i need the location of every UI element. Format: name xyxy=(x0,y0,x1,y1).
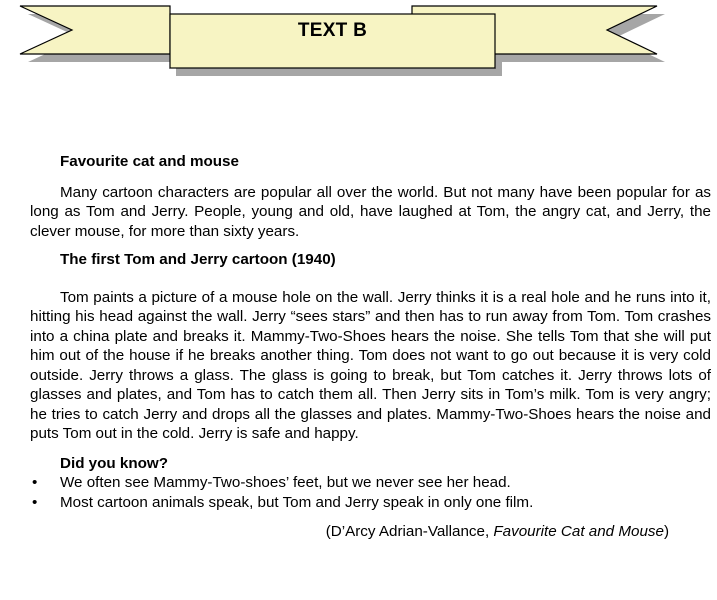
bullet-icon: • xyxy=(32,474,38,491)
list-item xyxy=(30,493,711,513)
facts-list xyxy=(30,473,711,512)
fact-text: Most cartoon animals speak, but Tom and Jerry speak in only one film. xyxy=(60,493,534,511)
heading-first-cartoon: The first Tom and Jerry cartoon (1940) xyxy=(60,251,336,268)
source-title: Favourite Cat and Mouse xyxy=(493,523,664,540)
list-item xyxy=(30,473,711,493)
article-body xyxy=(30,152,711,557)
source-citation xyxy=(30,522,711,542)
paragraph-story: Tom paints a picture of a mouse hole on the wall. Jerry thinks it is a real hole and he runs into it, hitting his head against the wall. Jerry “sees stars” and then has to run away from Tom. Tom crashes into a china plate and breaks it. Mammy-Two-Shoes hears the noise. She tells Tom that she will put him out of the house if he breaks another thing. Tom does not want to go out because it is very cold outside. Jerry throws a glass. The glass is going to break, but Tom catches it. Jerry throws lots of glasses and plates, and Tom has to catch them all. Then Jerry sits in Tom’s milk. Tom is very angry; he tries to catch Jerry and drops all the glasses and plates. Mammy-Two-Shoes hears the noise and puts Tom out in the cold. Jerry is safe and happy. xyxy=(30,288,711,442)
fact-text: We often see Mammy-Two-shoes’ feet, but we never see her head. xyxy=(60,474,511,491)
bullet-icon: • xyxy=(32,493,38,511)
banner-left-tail xyxy=(20,6,170,54)
banner-title: TEXT B xyxy=(297,20,368,41)
source-prefix: (D’Arcy Adrian-Vallance, xyxy=(325,523,494,540)
paragraph-intro: Many cartoon characters are popular all over the world. But not many have been popular for as long as Tom and Jerry. People, young and old, have laughed at Tom, the angry cat, and Jerry, the clever mouse, for more than sixty years. xyxy=(30,183,711,240)
heading-favourite-cat-and-mouse: Favourite cat and mouse xyxy=(60,153,239,170)
heading-did-you-know: Did you know? xyxy=(60,454,168,472)
source-suffix: ) xyxy=(663,523,669,540)
